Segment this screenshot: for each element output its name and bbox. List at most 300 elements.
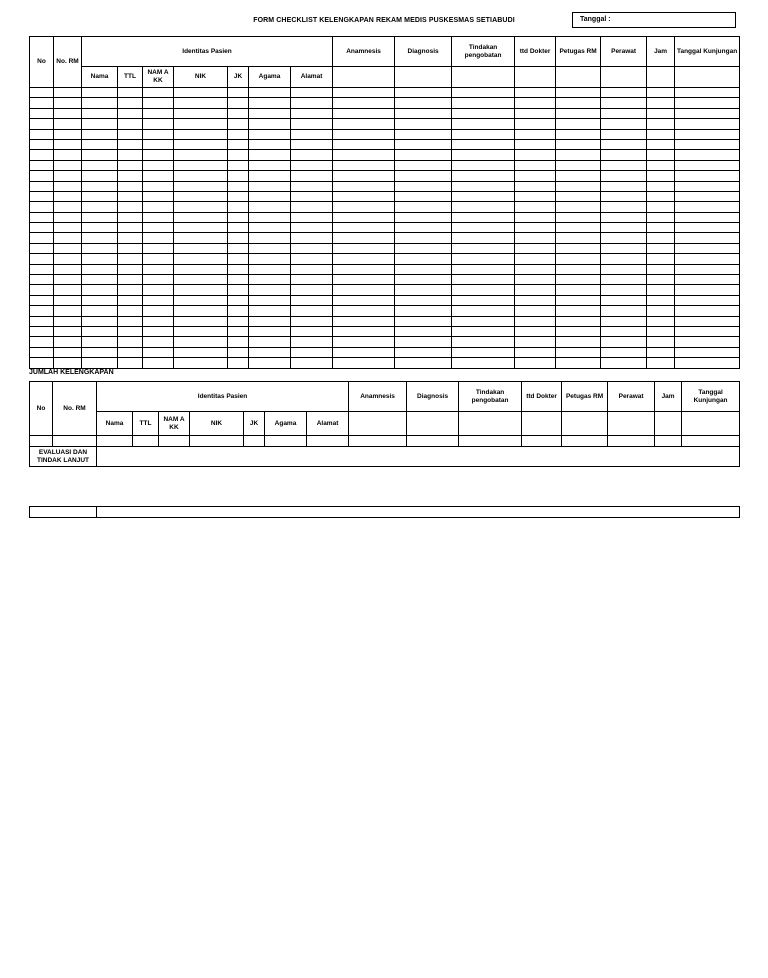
table-cell[interactable] [54, 160, 82, 170]
table-cell[interactable] [395, 316, 452, 326]
table-cell[interactable] [515, 212, 556, 222]
table-cell[interactable] [174, 202, 228, 212]
table-cell[interactable] [675, 150, 740, 160]
table-cell[interactable] [675, 212, 740, 222]
table-cell[interactable] [30, 295, 54, 305]
table-cell[interactable] [228, 108, 249, 118]
table-cell[interactable] [174, 171, 228, 181]
table-cell[interactable] [647, 98, 675, 108]
table-cell[interactable] [556, 306, 601, 316]
table-cell[interactable] [228, 191, 249, 201]
table-cell[interactable] [515, 150, 556, 160]
table-cell[interactable] [249, 358, 291, 368]
table-cell[interactable] [54, 358, 82, 368]
table-cell[interactable] [647, 181, 675, 191]
table-cell[interactable] [82, 160, 118, 170]
table-cell[interactable] [249, 275, 291, 285]
table-cell[interactable] [174, 347, 228, 357]
table-cell[interactable] [54, 98, 82, 108]
table-cell[interactable] [452, 358, 515, 368]
table-cell[interactable] [515, 337, 556, 347]
table-cell[interactable] [228, 306, 249, 316]
table-cell[interactable] [556, 98, 601, 108]
table-cell[interactable] [601, 223, 647, 233]
table-cell[interactable] [452, 233, 515, 243]
table-cell[interactable] [54, 316, 82, 326]
table-cell[interactable] [556, 171, 601, 181]
table-cell[interactable] [174, 326, 228, 336]
table-cell[interactable] [291, 233, 333, 243]
table-cell[interactable] [556, 295, 601, 305]
table-cell[interactable] [30, 171, 54, 181]
table-cell[interactable] [54, 223, 82, 233]
table-cell[interactable] [333, 181, 395, 191]
table-cell[interactable] [647, 275, 675, 285]
table-cell[interactable] [556, 326, 601, 336]
table-cell[interactable] [143, 212, 174, 222]
table-cell[interactable] [143, 285, 174, 295]
table-cell[interactable] [515, 129, 556, 139]
table-cell[interactable] [675, 275, 740, 285]
table-cell[interactable] [228, 264, 249, 274]
table-cell[interactable] [291, 254, 333, 264]
table-cell[interactable] [82, 316, 118, 326]
table-cell[interactable] [174, 119, 228, 129]
table-cell[interactable] [82, 129, 118, 139]
table-cell[interactable] [556, 119, 601, 129]
table-cell[interactable] [118, 119, 143, 129]
table-cell[interactable] [291, 212, 333, 222]
table-cell[interactable] [54, 275, 82, 285]
table-cell[interactable] [647, 223, 675, 233]
table-cell[interactable] [601, 150, 647, 160]
table-cell[interactable] [30, 181, 54, 191]
table-cell[interactable] [647, 139, 675, 149]
table-cell[interactable] [30, 139, 54, 149]
table-cell[interactable] [82, 233, 118, 243]
table-cell[interactable] [82, 139, 118, 149]
table-cell[interactable] [647, 191, 675, 201]
table-cell[interactable] [118, 295, 143, 305]
table-cell[interactable] [395, 285, 452, 295]
table-cell[interactable] [249, 202, 291, 212]
table-cell[interactable] [30, 275, 54, 285]
table-cell[interactable] [30, 347, 54, 357]
table-cell[interactable] [515, 243, 556, 253]
table-cell[interactable] [249, 129, 291, 139]
table-cell[interactable] [118, 264, 143, 274]
table-cell[interactable] [249, 119, 291, 129]
table-cell[interactable] [249, 139, 291, 149]
table-cell[interactable] [228, 88, 249, 98]
table-cell[interactable] [291, 347, 333, 357]
table-cell[interactable] [452, 129, 515, 139]
table-cell[interactable] [118, 306, 143, 316]
table-cell[interactable] [228, 316, 249, 326]
table-cell[interactable] [647, 212, 675, 222]
table-cell[interactable] [675, 191, 740, 201]
table-cell[interactable] [143, 316, 174, 326]
table-cell[interactable] [54, 295, 82, 305]
table-cell[interactable] [291, 119, 333, 129]
table-cell[interactable] [174, 191, 228, 201]
table-cell[interactable] [143, 181, 174, 191]
table-cell[interactable] [143, 306, 174, 316]
table-cell[interactable] [556, 160, 601, 170]
table-cell[interactable] [452, 347, 515, 357]
table-cell[interactable] [174, 233, 228, 243]
table-cell[interactable] [54, 129, 82, 139]
table-cell[interactable] [291, 316, 333, 326]
table-cell[interactable] [675, 295, 740, 305]
table-cell[interactable] [333, 326, 395, 336]
table-cell[interactable] [675, 88, 740, 98]
table-cell[interactable] [291, 129, 333, 139]
table-cell[interactable] [291, 285, 333, 295]
table-cell[interactable] [452, 285, 515, 295]
table-cell[interactable] [82, 254, 118, 264]
table-cell[interactable] [452, 337, 515, 347]
table-cell[interactable] [556, 212, 601, 222]
table-cell[interactable] [118, 358, 143, 368]
table-cell[interactable] [675, 119, 740, 129]
table-cell[interactable] [118, 275, 143, 285]
table-cell[interactable] [647, 295, 675, 305]
table-cell[interactable] [333, 358, 395, 368]
table-cell[interactable] [30, 358, 54, 368]
table-cell[interactable] [143, 191, 174, 201]
table-cell[interactable] [452, 150, 515, 160]
table-cell[interactable] [143, 295, 174, 305]
table-cell[interactable] [30, 88, 54, 98]
table-cell[interactable] [333, 223, 395, 233]
table-cell[interactable] [556, 191, 601, 201]
table-cell[interactable] [82, 223, 118, 233]
table-cell[interactable] [54, 285, 82, 295]
table-cell[interactable] [54, 150, 82, 160]
table-cell[interactable] [647, 337, 675, 347]
table-cell[interactable] [118, 337, 143, 347]
table-cell[interactable] [118, 88, 143, 98]
table-cell[interactable] [601, 171, 647, 181]
table-cell[interactable] [82, 275, 118, 285]
table-cell[interactable] [249, 254, 291, 264]
table-cell[interactable] [556, 358, 601, 368]
table-cell[interactable] [333, 285, 395, 295]
table-cell[interactable] [249, 181, 291, 191]
table-cell[interactable] [291, 223, 333, 233]
table-cell[interactable] [291, 181, 333, 191]
table-cell[interactable] [556, 243, 601, 253]
table-cell[interactable] [601, 254, 647, 264]
table-cell[interactable] [556, 202, 601, 212]
table-cell[interactable] [30, 306, 54, 316]
table-cell[interactable] [118, 254, 143, 264]
table-cell[interactable] [82, 202, 118, 212]
table-cell[interactable] [82, 171, 118, 181]
table-cell[interactable] [228, 129, 249, 139]
table-cell[interactable] [291, 264, 333, 274]
table-cell[interactable] [228, 326, 249, 336]
table-cell[interactable] [515, 358, 556, 368]
table-cell[interactable] [515, 202, 556, 212]
table-cell[interactable] [601, 202, 647, 212]
table-cell[interactable] [647, 264, 675, 274]
table-cell[interactable] [601, 119, 647, 129]
table-cell[interactable] [556, 316, 601, 326]
table-cell[interactable] [333, 337, 395, 347]
table-cell[interactable] [556, 347, 601, 357]
table-cell[interactable] [515, 295, 556, 305]
table-cell[interactable] [647, 254, 675, 264]
table-cell[interactable] [333, 171, 395, 181]
table-cell[interactable] [291, 98, 333, 108]
table-cell[interactable] [82, 337, 118, 347]
table-cell[interactable] [647, 285, 675, 295]
table-cell[interactable] [556, 285, 601, 295]
table-cell[interactable] [291, 150, 333, 160]
table-cell[interactable] [647, 108, 675, 118]
table-cell[interactable] [647, 233, 675, 243]
table-cell[interactable] [647, 326, 675, 336]
table-cell[interactable] [143, 337, 174, 347]
table-cell[interactable] [515, 139, 556, 149]
table-cell[interactable] [515, 264, 556, 274]
table-cell[interactable] [647, 119, 675, 129]
table-cell[interactable] [143, 202, 174, 212]
table-cell[interactable] [647, 347, 675, 357]
table-cell[interactable] [118, 347, 143, 357]
table-cell[interactable] [291, 326, 333, 336]
table-cell[interactable] [675, 108, 740, 118]
table-cell[interactable] [54, 347, 82, 357]
table-cell[interactable] [395, 275, 452, 285]
table-cell[interactable] [452, 223, 515, 233]
table-cell[interactable] [291, 191, 333, 201]
table-cell[interactable] [249, 160, 291, 170]
table-cell[interactable] [601, 181, 647, 191]
table-cell[interactable] [118, 223, 143, 233]
table-cell[interactable] [228, 139, 249, 149]
table-cell[interactable] [228, 233, 249, 243]
table-cell[interactable] [249, 285, 291, 295]
table-cell[interactable] [174, 212, 228, 222]
bottom-cell-right[interactable] [97, 507, 740, 518]
table-cell[interactable] [395, 212, 452, 222]
table-cell[interactable] [174, 337, 228, 347]
table-cell[interactable] [228, 243, 249, 253]
table-cell[interactable] [452, 264, 515, 274]
table-cell[interactable] [30, 108, 54, 118]
table-cell[interactable] [333, 191, 395, 201]
table-cell[interactable] [228, 285, 249, 295]
table-cell[interactable] [54, 337, 82, 347]
table-cell[interactable] [647, 316, 675, 326]
table-cell[interactable] [395, 326, 452, 336]
table-cell[interactable] [143, 243, 174, 253]
table-cell[interactable] [601, 358, 647, 368]
table-cell[interactable] [395, 98, 452, 108]
table-cell[interactable] [82, 326, 118, 336]
table-cell[interactable] [333, 119, 395, 129]
table-cell[interactable] [452, 160, 515, 170]
table-cell[interactable] [515, 316, 556, 326]
table-cell[interactable] [675, 171, 740, 181]
table-cell[interactable] [515, 108, 556, 118]
table-cell[interactable] [291, 337, 333, 347]
table-cell[interactable] [118, 202, 143, 212]
table-cell[interactable] [30, 326, 54, 336]
table-cell[interactable] [291, 306, 333, 316]
table-cell[interactable] [395, 243, 452, 253]
table-cell[interactable] [118, 212, 143, 222]
table-cell[interactable] [515, 223, 556, 233]
table-cell[interactable] [395, 233, 452, 243]
table-cell[interactable] [675, 316, 740, 326]
table-cell[interactable] [601, 88, 647, 98]
table-cell[interactable] [675, 326, 740, 336]
table-cell[interactable] [515, 254, 556, 264]
table-cell[interactable] [395, 337, 452, 347]
table-cell[interactable] [556, 233, 601, 243]
table-cell[interactable] [601, 212, 647, 222]
table-cell[interactable] [54, 233, 82, 243]
table-cell[interactable] [556, 275, 601, 285]
table-cell[interactable] [395, 150, 452, 160]
table-cell[interactable] [452, 191, 515, 201]
table-cell[interactable] [228, 98, 249, 108]
table-cell[interactable] [395, 202, 452, 212]
table-cell[interactable] [395, 129, 452, 139]
table-cell[interactable] [228, 202, 249, 212]
table-cell[interactable] [54, 254, 82, 264]
table-cell[interactable] [174, 223, 228, 233]
table-cell[interactable] [333, 306, 395, 316]
table-cell[interactable] [249, 316, 291, 326]
table-cell[interactable] [82, 347, 118, 357]
table-cell[interactable] [174, 139, 228, 149]
table-cell[interactable] [675, 358, 740, 368]
table-cell[interactable] [82, 191, 118, 201]
table-cell[interactable] [452, 212, 515, 222]
table-cell[interactable] [30, 150, 54, 160]
table-cell[interactable] [54, 212, 82, 222]
table-cell[interactable] [143, 160, 174, 170]
table-cell[interactable] [291, 202, 333, 212]
table-cell[interactable] [291, 139, 333, 149]
table-cell[interactable] [143, 326, 174, 336]
table-cell[interactable] [675, 306, 740, 316]
table-cell[interactable] [291, 295, 333, 305]
table-cell[interactable] [118, 316, 143, 326]
table-cell[interactable] [333, 108, 395, 118]
table-cell[interactable] [452, 88, 515, 98]
table-cell[interactable] [291, 171, 333, 181]
table-cell[interactable] [515, 306, 556, 316]
table-cell[interactable] [601, 191, 647, 201]
table-cell[interactable] [228, 337, 249, 347]
table-cell[interactable] [82, 98, 118, 108]
table-cell[interactable] [249, 337, 291, 347]
table-cell[interactable] [174, 254, 228, 264]
table-cell[interactable] [515, 88, 556, 98]
table-cell[interactable] [249, 264, 291, 274]
table-cell[interactable] [54, 171, 82, 181]
table-cell[interactable] [395, 160, 452, 170]
table-cell[interactable] [333, 316, 395, 326]
table-cell[interactable] [452, 119, 515, 129]
table-cell[interactable] [601, 160, 647, 170]
table-cell[interactable] [556, 129, 601, 139]
table-cell[interactable] [395, 254, 452, 264]
table-cell[interactable] [118, 98, 143, 108]
table-cell[interactable] [143, 264, 174, 274]
table-cell[interactable] [395, 264, 452, 274]
table-cell[interactable] [143, 254, 174, 264]
table-cell[interactable] [249, 326, 291, 336]
table-cell[interactable] [333, 212, 395, 222]
table-cell[interactable] [333, 243, 395, 253]
table-cell[interactable] [601, 243, 647, 253]
table-cell[interactable] [82, 150, 118, 160]
table-cell[interactable] [249, 88, 291, 98]
table-cell[interactable] [675, 233, 740, 243]
table-cell[interactable] [333, 347, 395, 357]
table-cell[interactable] [515, 160, 556, 170]
table-cell[interactable] [452, 98, 515, 108]
table-cell[interactable] [54, 243, 82, 253]
table-cell[interactable] [601, 306, 647, 316]
table-cell[interactable] [291, 160, 333, 170]
table-cell[interactable] [675, 223, 740, 233]
table-cell[interactable] [452, 181, 515, 191]
table-cell[interactable] [291, 243, 333, 253]
table-cell[interactable] [675, 254, 740, 264]
table-cell[interactable] [291, 108, 333, 118]
table-cell[interactable] [30, 233, 54, 243]
table-cell[interactable] [228, 160, 249, 170]
table-cell[interactable] [601, 316, 647, 326]
table-cell[interactable] [143, 358, 174, 368]
table-cell[interactable] [647, 129, 675, 139]
table-cell[interactable] [556, 181, 601, 191]
table-cell[interactable] [228, 295, 249, 305]
table-cell[interactable] [54, 191, 82, 201]
table-cell[interactable] [30, 223, 54, 233]
table-cell[interactable] [556, 264, 601, 274]
table-cell[interactable] [675, 202, 740, 212]
table-cell[interactable] [228, 254, 249, 264]
table-cell[interactable] [515, 98, 556, 108]
table-cell[interactable] [249, 108, 291, 118]
table-cell[interactable] [395, 223, 452, 233]
table-cell[interactable] [30, 243, 54, 253]
table-cell[interactable] [515, 326, 556, 336]
table-cell[interactable] [395, 108, 452, 118]
table-cell[interactable] [333, 150, 395, 160]
table-cell[interactable] [228, 119, 249, 129]
table-cell[interactable] [54, 326, 82, 336]
table-cell[interactable] [601, 233, 647, 243]
table-cell[interactable] [601, 108, 647, 118]
table-cell[interactable] [333, 160, 395, 170]
table-cell[interactable] [395, 88, 452, 98]
table-cell[interactable] [515, 181, 556, 191]
table-cell[interactable] [249, 212, 291, 222]
table-cell[interactable] [228, 181, 249, 191]
table-cell[interactable] [30, 191, 54, 201]
table-cell[interactable] [54, 108, 82, 118]
